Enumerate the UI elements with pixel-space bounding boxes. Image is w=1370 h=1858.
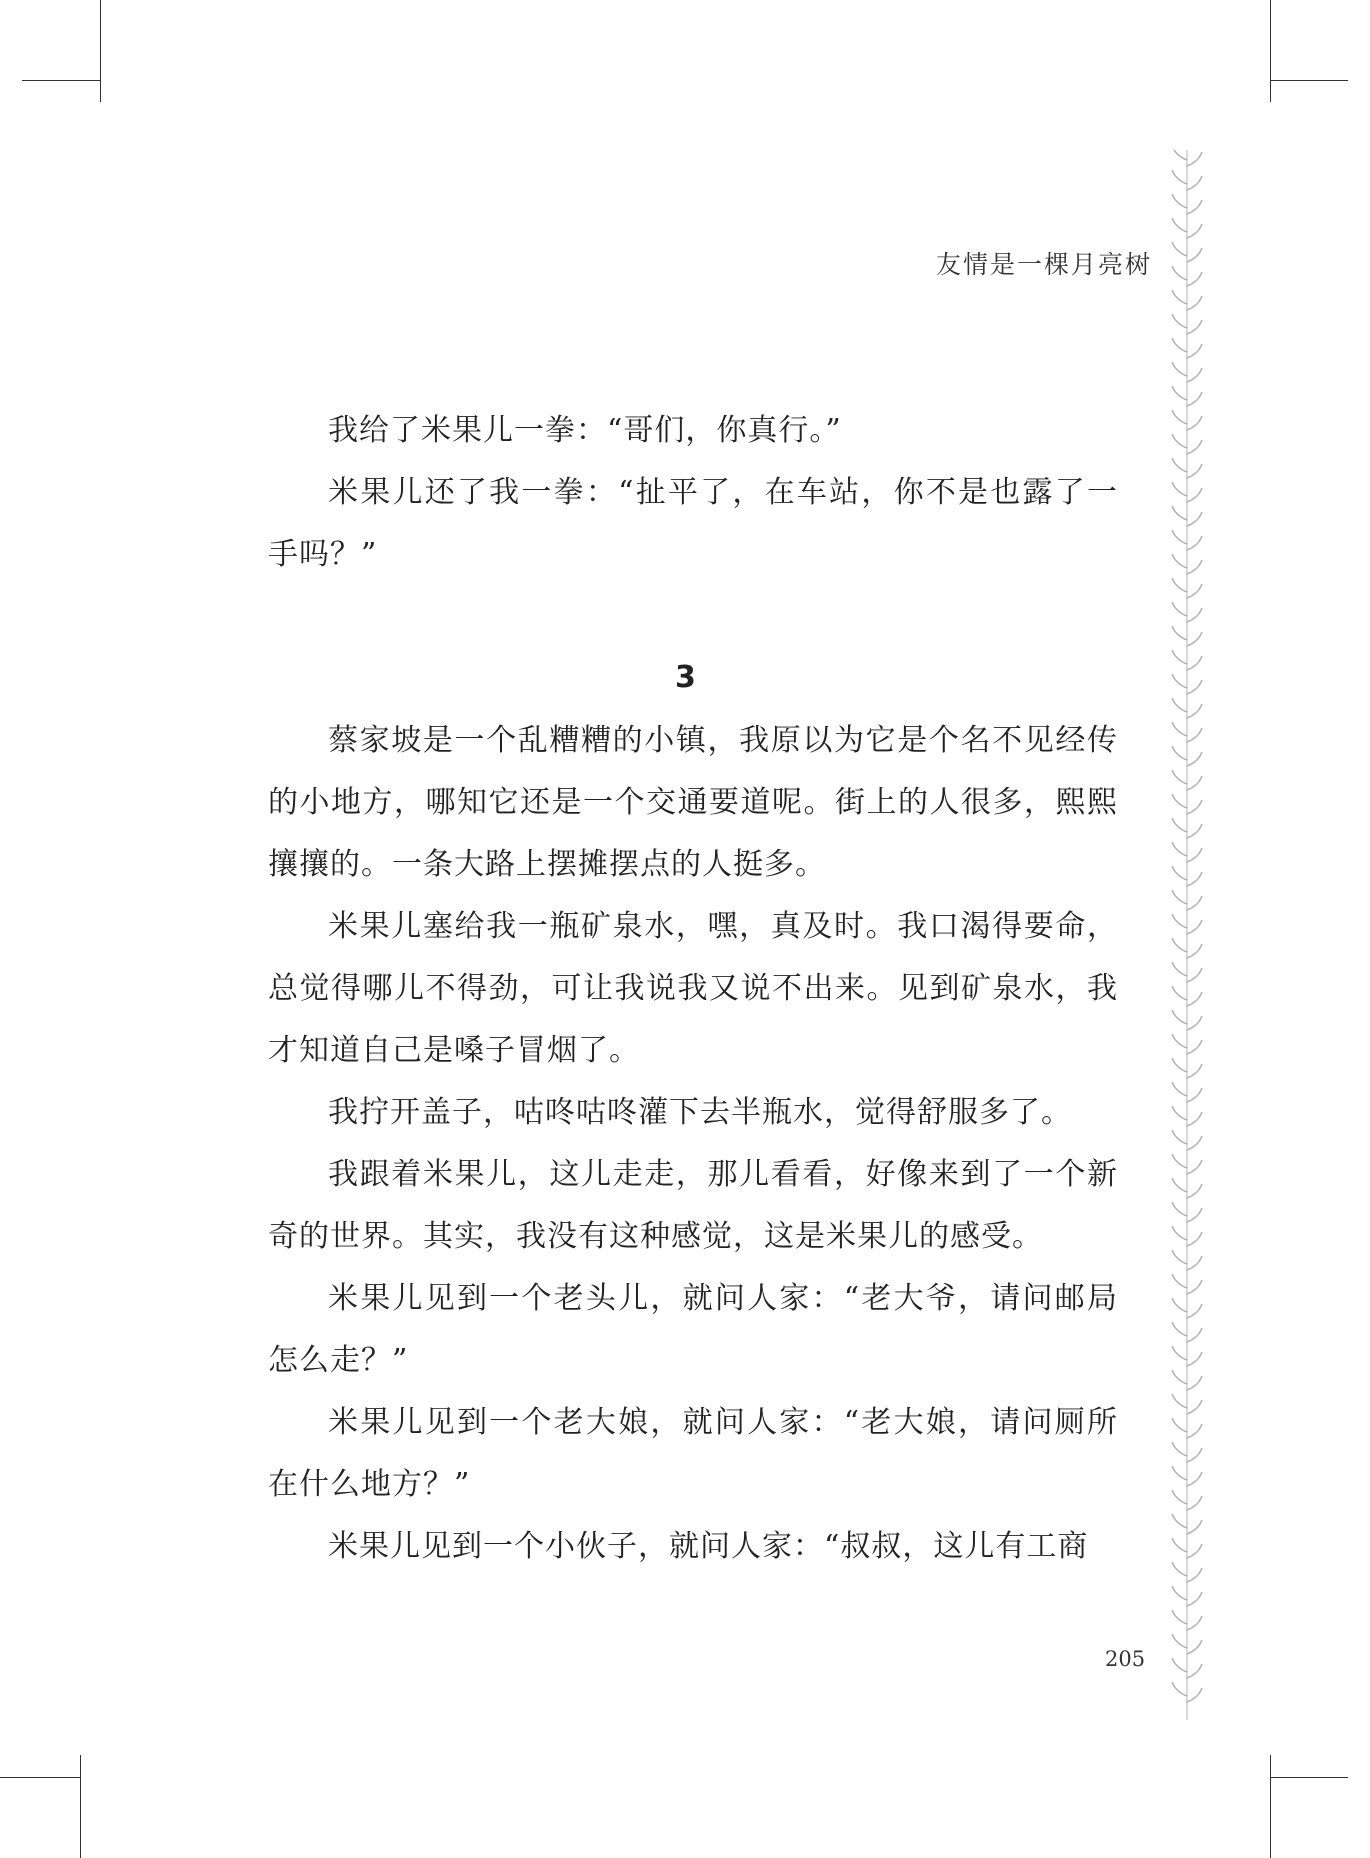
- vine-leaf: [1187, 464, 1202, 478]
- vine-leaf: [1187, 440, 1202, 454]
- vine-leaf: [1187, 1472, 1202, 1486]
- vine-leaf: [1187, 1136, 1202, 1150]
- vine-leaf: [1172, 1490, 1187, 1504]
- vine-leaf: [1172, 1658, 1187, 1672]
- vine-leaf: [1187, 1352, 1202, 1366]
- vine-leaf: [1172, 1058, 1187, 1072]
- vine-leaf: [1172, 770, 1187, 784]
- vine-leaf: [1187, 1064, 1202, 1078]
- vine-leaf: [1187, 1184, 1202, 1198]
- vine-leaf: [1172, 986, 1187, 1000]
- vine-leaf: [1187, 296, 1202, 310]
- vine-leaf: [1172, 698, 1187, 712]
- vine-leaf: [1172, 1010, 1187, 1024]
- vine-leaf: [1187, 944, 1202, 958]
- vine-leaf: [1172, 578, 1187, 592]
- vine-leaf: [1187, 392, 1202, 406]
- vine-leaf: [1172, 1442, 1187, 1456]
- vine-leaf: [1187, 1232, 1202, 1246]
- vine-leaf: [1172, 938, 1187, 952]
- vine-leaf: [1172, 1418, 1187, 1432]
- vine-leaf: [1187, 656, 1202, 670]
- vine-leaf: [1187, 512, 1202, 526]
- vine-leaf: [1172, 314, 1187, 328]
- vine-leaf: [1172, 1394, 1187, 1408]
- vine-leaf: [1187, 320, 1202, 334]
- vine-leaf: [1187, 488, 1202, 502]
- paragraph: 米果儿见到一个老头儿，就问人家：“老大爷，请问邮局怎么走？”: [268, 1281, 1118, 1378]
- vine-leaf: [1187, 1616, 1202, 1630]
- paragraph: 米果儿见到一个老大娘，就问人家：“老大娘，请问厕所在什么地方？”: [268, 1405, 1118, 1502]
- vine-leaf: [1187, 704, 1202, 718]
- vine-leaf: [1187, 608, 1202, 622]
- vine-leaf: [1172, 674, 1187, 688]
- vine-leaf: [1187, 1328, 1202, 1342]
- vine-leaf: [1187, 1544, 1202, 1558]
- vine-leaf: [1187, 1496, 1202, 1510]
- vine-leaf: [1187, 800, 1202, 814]
- vine-leaf: [1172, 794, 1187, 808]
- vine-leaf: [1187, 632, 1202, 646]
- paragraph: 我给了米果儿一拳：“哥们，你真行。”: [328, 413, 842, 448]
- vine-leaf: [1187, 176, 1202, 190]
- vine-leaf: [1172, 818, 1187, 832]
- vine-leaf: [1172, 1466, 1187, 1480]
- vine-leaf: [1172, 1178, 1187, 1192]
- vine-leaf: [1172, 1610, 1187, 1624]
- vine-leaf: [1172, 1202, 1187, 1216]
- paragraph: 我跟着米果儿，这儿走走，那儿看看，好像来到了一个新奇的世界。其实，我没有这种感觉，这是米果儿的感受。: [268, 1157, 1118, 1254]
- vine-leaf: [1187, 272, 1202, 286]
- vine-leaf: [1172, 866, 1187, 880]
- vine-leaf: [1187, 1592, 1202, 1606]
- vine-leaf: [1187, 1688, 1202, 1702]
- vine-leaf: [1187, 872, 1202, 886]
- vine-leaf: [1187, 584, 1202, 598]
- vine-leaf: [1187, 1448, 1202, 1462]
- vine-leaf: [1187, 560, 1202, 574]
- vine-leaf: [1172, 890, 1187, 904]
- vine-leaf: [1172, 266, 1187, 280]
- paragraph: 米果儿见到一个小伙子，就问人家：“叔叔，这儿有工商: [328, 1529, 1089, 1564]
- vine-leaf: [1187, 896, 1202, 910]
- vine-leaf: [1187, 752, 1202, 766]
- vine-leaf: [1187, 728, 1202, 742]
- vine-leaf: [1172, 626, 1187, 640]
- vine-leaf: [1187, 416, 1202, 430]
- vine-leaf: [1172, 1250, 1187, 1264]
- vine-leaf: [1187, 1280, 1202, 1294]
- vine-leaf: [1172, 434, 1187, 448]
- vine-leaf: [1172, 150, 1187, 160]
- vine-leaf: [1172, 1370, 1187, 1384]
- paragraph: 米果儿还了我一拳：“扯平了，在车站，你不是也露了一手吗？”: [268, 475, 1118, 572]
- vine-leaf: [1172, 1274, 1187, 1288]
- vine-leaf: [1187, 1016, 1202, 1030]
- vine-leaf: [1172, 1130, 1187, 1144]
- vine-leaf: [1187, 248, 1202, 262]
- vine-leaf: [1187, 344, 1202, 358]
- vine-leaf: [1172, 1634, 1187, 1648]
- vine-leaf: [1172, 1034, 1187, 1048]
- paragraph: 蔡家坡是一个乱糟糟的小镇，我原以为它是个名不见经传的小地方，哪知它还是一个交通要道呢。街上的人很多，熙熙攘攘的。一条大路上摆摊摆点的人挺多。: [268, 723, 1118, 882]
- vine-leaf: [1187, 1376, 1202, 1390]
- main-text-block: [268, 710, 1118, 1578]
- vine-leaf: [1187, 224, 1202, 238]
- vine-leaf: [1187, 992, 1202, 1006]
- vine-leaf: [1187, 1400, 1202, 1414]
- vine-leaf: [1172, 530, 1187, 544]
- vine-leaf: [1187, 1568, 1202, 1582]
- vine-leaf: [1187, 1256, 1202, 1270]
- vine-leaf: [1172, 506, 1187, 520]
- vine-leaf: [1172, 842, 1187, 856]
- vine-leaf: [1172, 1346, 1187, 1360]
- vine-leaf: [1187, 1208, 1202, 1222]
- vine-leaf: [1187, 1664, 1202, 1678]
- vine-leaf: [1172, 338, 1187, 352]
- vine-leaf: [1172, 1586, 1187, 1600]
- vine-leaf: [1187, 152, 1202, 166]
- section-number: 3: [675, 660, 696, 695]
- vine-leaf: [1172, 1106, 1187, 1120]
- vine-leaf: [1172, 746, 1187, 760]
- vine-border-decoration: [1162, 150, 1212, 1720]
- vine-leaf: [1172, 194, 1187, 208]
- vine-leaf: [1187, 1088, 1202, 1102]
- vine-leaf: [1172, 1154, 1187, 1168]
- vine-leaf: [1187, 1304, 1202, 1318]
- top-text-block: [268, 400, 1118, 586]
- vine-leaf: [1172, 1682, 1187, 1696]
- vine-leaf: [1172, 1226, 1187, 1240]
- vine-leaf: [1187, 1112, 1202, 1126]
- paragraph: 米果儿塞给我一瓶矿泉水，嘿，真及时。我口渴得要命，总觉得哪儿不得劲，可让我说我又说不出来。见到矿泉水，我才知道自己是嗓子冒烟了。: [268, 909, 1118, 1068]
- vine-leaf: [1172, 650, 1187, 664]
- vine-leaf: [1172, 458, 1187, 472]
- vine-leaf: [1172, 962, 1187, 976]
- vine-leaf: [1172, 1082, 1187, 1096]
- vine-leaf: [1172, 482, 1187, 496]
- vine-leaf: [1187, 1424, 1202, 1438]
- vine-leaf: [1187, 368, 1202, 382]
- vine-leaf: [1187, 200, 1202, 214]
- vine-leaf: [1172, 602, 1187, 616]
- vine-leaf: [1187, 776, 1202, 790]
- vine-leaf: [1172, 362, 1187, 376]
- vine-leaf: [1187, 536, 1202, 550]
- vine-leaf: [1187, 1160, 1202, 1174]
- vine-leaf: [1172, 914, 1187, 928]
- vine-leaf: [1172, 170, 1187, 184]
- vine-leaf: [1187, 1640, 1202, 1654]
- vine-leaf: [1172, 1514, 1187, 1528]
- vine-leaf: [1172, 554, 1187, 568]
- vine-leaf: [1187, 680, 1202, 694]
- vine-leaf: [1172, 1538, 1187, 1552]
- vine-leaf: [1172, 1298, 1187, 1312]
- vine-leaf: [1172, 1322, 1187, 1336]
- vine-leaf: [1172, 218, 1187, 232]
- running-header: 友情是一棵月亮树: [935, 250, 1152, 279]
- page-number: 205: [1105, 1647, 1146, 1671]
- vine-leaf: [1187, 824, 1202, 838]
- vine-leaf: [1172, 722, 1187, 736]
- vine-leaf: [1172, 386, 1187, 400]
- vine-leaf: [1187, 1040, 1202, 1054]
- paragraph: 我拧开盖子，咕咚咕咚灌下去半瓶水，觉得舒服多了。: [328, 1095, 1072, 1130]
- vine-leaf: [1187, 1520, 1202, 1534]
- vine-leaf: [1187, 920, 1202, 934]
- vine-leaf: [1172, 290, 1187, 304]
- vine-leaf: [1187, 848, 1202, 862]
- vine-leaf: [1187, 968, 1202, 982]
- vine-leaf: [1172, 410, 1187, 424]
- vine-leaf: [1172, 242, 1187, 256]
- vine-leaf: [1172, 1562, 1187, 1576]
